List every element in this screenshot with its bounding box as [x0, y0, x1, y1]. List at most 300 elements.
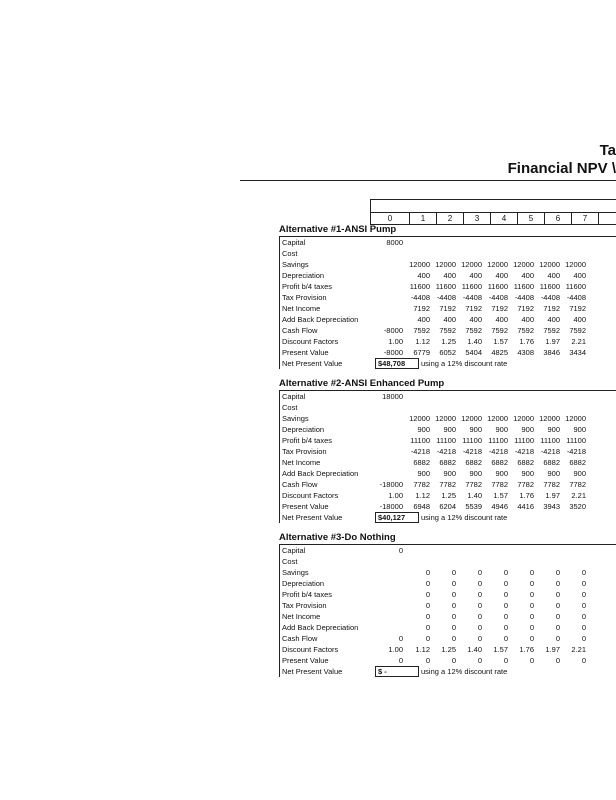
table-cell: 12000 [565, 260, 586, 269]
table-cell: 3520 [569, 502, 586, 511]
table-cell: 7782 [491, 480, 508, 489]
year-header-cell: 7 [572, 213, 599, 224]
table-cell: 0 [503, 623, 508, 632]
table-row [280, 468, 616, 479]
table-cell: 7192 [517, 304, 534, 313]
table-cell: 6052 [439, 348, 456, 357]
table-cell: 400 [573, 271, 586, 280]
table-cell: 6882 [413, 458, 430, 467]
table-cell: 0 [529, 612, 534, 621]
table-cell: 11600 [513, 282, 534, 291]
table-cell: 11100 [540, 436, 560, 445]
row-label: Net Income [282, 304, 321, 313]
table-row [280, 413, 616, 424]
table-cell: 0 [398, 656, 403, 665]
table-cell: 0 [451, 579, 456, 588]
table-cell: 1.57 [493, 337, 508, 346]
table-cell: 7192 [413, 304, 430, 313]
row-label: Profit b/4 taxes [282, 590, 333, 599]
table-cell: 900 [547, 425, 560, 434]
table-cell: 0 [425, 590, 430, 599]
table-cell: 0 [555, 612, 560, 621]
table-cell: 0 [451, 634, 456, 643]
table-cell: 0 [555, 601, 560, 610]
table-cell: 5539 [465, 502, 482, 511]
npv-label: Net Present Value [282, 667, 343, 676]
table-cell: 7592 [465, 326, 482, 335]
table-cell: 0 [555, 634, 560, 643]
table-cell: 900 [495, 425, 508, 434]
table-cell: 0 [581, 612, 586, 621]
alternative-section [279, 224, 616, 369]
row-label: Cost [282, 403, 298, 412]
npv-label: Net Present Value [282, 513, 343, 522]
table-row [280, 259, 616, 270]
table-cell: 0 [581, 634, 586, 643]
table-cell: -4218 [540, 447, 560, 456]
table-cell: 400 [547, 271, 560, 280]
table-cell: 900 [547, 469, 560, 478]
table-cell: 0 [503, 656, 508, 665]
table-cell: -4408 [462, 293, 482, 302]
row-label: Add Back Depreciation [282, 315, 359, 324]
table-cell: -18000 [379, 480, 403, 489]
table-cell: 0 [581, 601, 586, 610]
table-cell: 400 [495, 315, 508, 324]
npv-label: Net Present Value [282, 359, 343, 368]
table-cell: 11100 [514, 436, 534, 445]
table-cell: 11100 [436, 436, 456, 445]
table-cell: 400 [521, 315, 534, 324]
table-cell: 12000 [487, 414, 508, 423]
table-cell: 11100 [410, 436, 430, 445]
table-cell: 0 [451, 623, 456, 632]
table-cell: 900 [573, 469, 586, 478]
table-cell: 900 [469, 425, 482, 434]
table-cell: 0 [398, 546, 403, 555]
table-cell: 5404 [465, 348, 482, 357]
row-label: Capital [282, 238, 306, 247]
table-cell: 400 [495, 271, 508, 280]
table-row [280, 248, 616, 259]
table-cell: -8000 [383, 326, 403, 335]
table-cell: 1.25 [441, 491, 456, 500]
table-cell: 0 [529, 656, 534, 665]
table-cell: -4218 [436, 447, 456, 456]
row-label: Cost [282, 557, 298, 566]
row-label: Depreciation [282, 271, 325, 280]
table-cell: 0 [503, 590, 508, 599]
table-cell: 2.21 [571, 645, 586, 654]
table-cell: 6882 [543, 458, 560, 467]
table-cell: 0 [555, 568, 560, 577]
table-cell: 7592 [569, 326, 586, 335]
table-cell: 1.97 [545, 645, 560, 654]
table-cell: 0 [477, 579, 482, 588]
row-label: Add Back Depreciation [282, 469, 359, 478]
row-label: Tax Provision [282, 601, 327, 610]
table-row [280, 633, 616, 644]
table-row [280, 303, 616, 314]
table-cell: 0 [451, 612, 456, 621]
table-row [280, 479, 616, 490]
table-cell: 3943 [543, 502, 560, 511]
table-cell: 6882 [439, 458, 456, 467]
table-cell: 7192 [569, 304, 586, 313]
table-cell: 0 [477, 623, 482, 632]
year-header-cell: 2 [437, 213, 464, 224]
table-cell: 11100 [488, 436, 508, 445]
row-label: Present Value [282, 348, 329, 357]
table-cell: 900 [417, 469, 430, 478]
table-cell: 1.00 [388, 491, 403, 500]
table-row [280, 600, 616, 611]
year-header-cell: 4 [491, 213, 518, 224]
table-cell: -4408 [514, 293, 534, 302]
table-cell: 1.12 [415, 337, 430, 346]
table-cell: 0 [425, 623, 430, 632]
row-label: Savings [282, 568, 309, 577]
table-cell: 6204 [439, 502, 456, 511]
table-cell: 7782 [465, 480, 482, 489]
table-cell: 900 [573, 425, 586, 434]
table-cell: 0 [477, 612, 482, 621]
page-title-line1: Ta [599, 142, 616, 159]
table-cell: 0 [425, 656, 430, 665]
table-row [280, 622, 616, 633]
table-cell: 400 [417, 271, 430, 280]
table-row [280, 578, 616, 589]
page-title-line2: Financial NPV \ [507, 160, 616, 177]
section-rows [279, 545, 616, 677]
table-cell: 4416 [517, 502, 534, 511]
table-cell: 1.76 [519, 645, 534, 654]
table-cell: 12000 [513, 414, 534, 423]
table-cell: 0 [425, 568, 430, 577]
table-cell: 7592 [491, 326, 508, 335]
table-cell: 12000 [461, 260, 482, 269]
table-cell: 0 [529, 634, 534, 643]
section-title: Alternative #2-ANSI Enhanced Pump [279, 378, 616, 391]
table-cell: 12000 [513, 260, 534, 269]
table-cell: 900 [521, 425, 534, 434]
table-cell: 4825 [491, 348, 508, 357]
table-cell: 7782 [517, 480, 534, 489]
table-row [280, 457, 616, 468]
section-rows [279, 237, 616, 369]
table-cell: 7782 [439, 480, 456, 489]
table-cell: 0 [555, 590, 560, 599]
table-row [280, 292, 616, 303]
table-cell: 1.57 [493, 491, 508, 500]
npv-note: using a 12% discount rate [421, 359, 508, 368]
table-cell: 6948 [413, 502, 430, 511]
table-cell: 0 [425, 579, 430, 588]
table-cell: 0 [425, 634, 430, 643]
table-cell: 0 [503, 612, 508, 621]
row-label: Depreciation [282, 579, 325, 588]
table-cell: 11100 [462, 436, 482, 445]
npv-note: using a 12% discount rate [421, 513, 508, 522]
row-label: Cost [282, 249, 298, 258]
year-header-blank-row [370, 199, 616, 213]
table-row [280, 347, 616, 358]
table-row [280, 556, 616, 567]
table-cell: 1.76 [519, 337, 534, 346]
table-cell: 7192 [491, 304, 508, 313]
table-cell: 0 [529, 623, 534, 632]
row-label: Tax Provision [282, 293, 327, 302]
row-label: Profit b/4 taxes [282, 282, 333, 291]
table-cell: -4218 [462, 447, 482, 456]
table-row [280, 611, 616, 622]
table-cell: 0 [529, 568, 534, 577]
table-cell: 0 [529, 601, 534, 610]
row-label: Net Income [282, 458, 321, 467]
table-cell: 0 [503, 634, 508, 643]
table-cell: 0 [477, 590, 482, 599]
table-cell: 900 [443, 469, 456, 478]
alternative-section [279, 378, 616, 523]
table-row [280, 281, 616, 292]
table-cell: 7782 [413, 480, 430, 489]
npv-value: $40,127 [375, 512, 419, 523]
table-cell: 0 [581, 656, 586, 665]
table-cell: 6882 [491, 458, 508, 467]
table-cell: 6882 [465, 458, 482, 467]
table-cell: 1.40 [467, 337, 482, 346]
table-cell: 7592 [543, 326, 560, 335]
table-cell: 12000 [409, 260, 430, 269]
table-cell: 0 [529, 579, 534, 588]
table-cell: -4408 [566, 293, 586, 302]
row-label: Savings [282, 414, 309, 423]
table-cell: 12000 [539, 260, 560, 269]
table-cell: -4408 [540, 293, 560, 302]
year-header [370, 199, 616, 225]
table-row [280, 424, 616, 435]
npv-row [280, 358, 616, 369]
table-cell: 400 [469, 315, 482, 324]
year-header-cell: 1 [410, 213, 437, 224]
table-row [280, 501, 616, 512]
table-cell: 400 [547, 315, 560, 324]
row-label: Capital [282, 546, 306, 555]
table-cell: 12000 [565, 414, 586, 423]
table-cell: 7592 [413, 326, 430, 335]
table-cell: 0 [451, 656, 456, 665]
table-cell: 7592 [517, 326, 534, 335]
table-row [280, 490, 616, 501]
table-row [280, 589, 616, 600]
table-cell: 1.12 [415, 645, 430, 654]
table-cell: 1.12 [415, 491, 430, 500]
row-label: Present Value [282, 656, 329, 665]
table-cell: 12000 [435, 414, 456, 423]
table-row [280, 567, 616, 578]
table-cell: 400 [521, 271, 534, 280]
table-cell: 900 [495, 469, 508, 478]
table-cell: 2.21 [571, 337, 586, 346]
npv-value: $ - [375, 666, 419, 677]
table-row [280, 237, 616, 248]
table-cell: 11600 [409, 282, 430, 291]
table-cell: 4946 [491, 502, 508, 511]
table-cell: 0 [477, 656, 482, 665]
row-label: Depreciation [282, 425, 325, 434]
table-cell: 0 [398, 634, 403, 643]
table-cell: 400 [443, 315, 456, 324]
table-cell: 8000 [386, 238, 403, 247]
table-cell: 0 [451, 601, 456, 610]
npv-note: using a 12% discount rate [421, 667, 508, 676]
table-cell: 900 [417, 425, 430, 434]
row-label: Tax Provision [282, 447, 327, 456]
table-cell: 7192 [465, 304, 482, 313]
year-header-cell: 0 [371, 213, 410, 224]
table-cell: -4218 [566, 447, 586, 456]
table-cell: 7192 [439, 304, 456, 313]
table-cell: 12000 [461, 414, 482, 423]
table-cell: 3846 [543, 348, 560, 357]
table-cell: 400 [469, 271, 482, 280]
table-row [280, 270, 616, 281]
table-cell: 11600 [539, 282, 560, 291]
table-cell: 0 [425, 601, 430, 610]
table-cell: 11600 [461, 282, 482, 291]
table-cell: 6882 [517, 458, 534, 467]
table-cell: 1.00 [388, 337, 403, 346]
table-cell: -4408 [488, 293, 508, 302]
table-cell: -4218 [514, 447, 534, 456]
table-cell: 11600 [435, 282, 456, 291]
npv-value: $48,708 [375, 358, 419, 369]
section-title: Alternative #1-ANSI Pump [279, 224, 616, 237]
row-label: Capital [282, 392, 306, 401]
row-label: Discount Factors [282, 491, 339, 500]
table-cell: 6779 [413, 348, 430, 357]
row-label: Cash Flow [282, 326, 318, 335]
table-cell: 7782 [543, 480, 560, 489]
table-cell: 0 [425, 612, 430, 621]
table-cell: 900 [443, 425, 456, 434]
table-cell: 4308 [517, 348, 534, 357]
table-cell: 12000 [409, 414, 430, 423]
table-cell: -4408 [436, 293, 456, 302]
table-row [280, 446, 616, 457]
table-row [280, 545, 616, 556]
year-header-cell: 5 [518, 213, 545, 224]
table-row [280, 391, 616, 402]
table-cell: 12000 [435, 260, 456, 269]
table-cell: 7592 [439, 326, 456, 335]
section-title: Alternative #3-Do Nothing [279, 532, 616, 545]
row-label: Profit b/4 taxes [282, 436, 333, 445]
table-cell: 11600 [487, 282, 508, 291]
alternative-section [279, 532, 616, 677]
table-cell: 11600 [565, 282, 586, 291]
table-cell: 18000 [382, 392, 403, 401]
table-cell: 0 [451, 590, 456, 599]
table-cell: 1.00 [388, 645, 403, 654]
table-cell: 1.57 [493, 645, 508, 654]
row-label: Savings [282, 260, 309, 269]
title-divider [240, 180, 616, 181]
year-header-cell: 6 [545, 213, 572, 224]
table-row [280, 655, 616, 666]
section-rows [279, 391, 616, 523]
table-cell: 0 [555, 623, 560, 632]
table-cell: 1.76 [519, 491, 534, 500]
table-cell: 7192 [543, 304, 560, 313]
table-cell: 7782 [569, 480, 586, 489]
table-cell: -18000 [379, 502, 403, 511]
table-cell: 0 [581, 590, 586, 599]
table-cell: 2.21 [571, 491, 586, 500]
table-row [280, 336, 616, 347]
table-row [280, 314, 616, 325]
table-row [280, 644, 616, 655]
table-cell: 0 [477, 568, 482, 577]
table-cell: 900 [521, 469, 534, 478]
table-cell: 1.40 [467, 491, 482, 500]
row-label: Cash Flow [282, 634, 318, 643]
row-label: Discount Factors [282, 337, 339, 346]
table-cell: 0 [477, 634, 482, 643]
table-cell: -4408 [410, 293, 430, 302]
row-label: Net Income [282, 612, 321, 621]
table-cell: 6882 [569, 458, 586, 467]
table-cell: 3434 [569, 348, 586, 357]
npv-row [280, 512, 616, 523]
table-cell: 400 [417, 315, 430, 324]
table-cell: 0 [451, 568, 456, 577]
table-cell: 0 [503, 601, 508, 610]
table-cell: 0 [581, 579, 586, 588]
table-cell: 0 [581, 568, 586, 577]
table-cell: 0 [555, 656, 560, 665]
npv-row [280, 666, 616, 677]
table-cell: 0 [555, 579, 560, 588]
table-cell: 400 [573, 315, 586, 324]
table-row [280, 325, 616, 336]
row-label: Discount Factors [282, 645, 339, 654]
table-cell: 1.25 [441, 337, 456, 346]
row-label: Cash Flow [282, 480, 318, 489]
table-row [280, 435, 616, 446]
table-cell: 1.97 [545, 491, 560, 500]
table-cell: 0 [581, 623, 586, 632]
table-cell: 1.25 [441, 645, 456, 654]
row-label: Add Back Depreciation [282, 623, 359, 632]
table-cell: -4218 [410, 447, 430, 456]
table-cell: 12000 [539, 414, 560, 423]
table-cell: -4218 [488, 447, 508, 456]
table-cell: 0 [503, 568, 508, 577]
table-cell: -8000 [383, 348, 403, 357]
table-cell: 900 [469, 469, 482, 478]
table-cell: 0 [477, 601, 482, 610]
table-row [280, 402, 616, 413]
table-cell: 12000 [487, 260, 508, 269]
table-cell: 1.40 [467, 645, 482, 654]
table-cell: 0 [503, 579, 508, 588]
table-cell: 1.97 [545, 337, 560, 346]
table-cell: 11100 [566, 436, 586, 445]
table-cell: 0 [529, 590, 534, 599]
table-cell: 400 [443, 271, 456, 280]
year-header-cell: 3 [464, 213, 491, 224]
